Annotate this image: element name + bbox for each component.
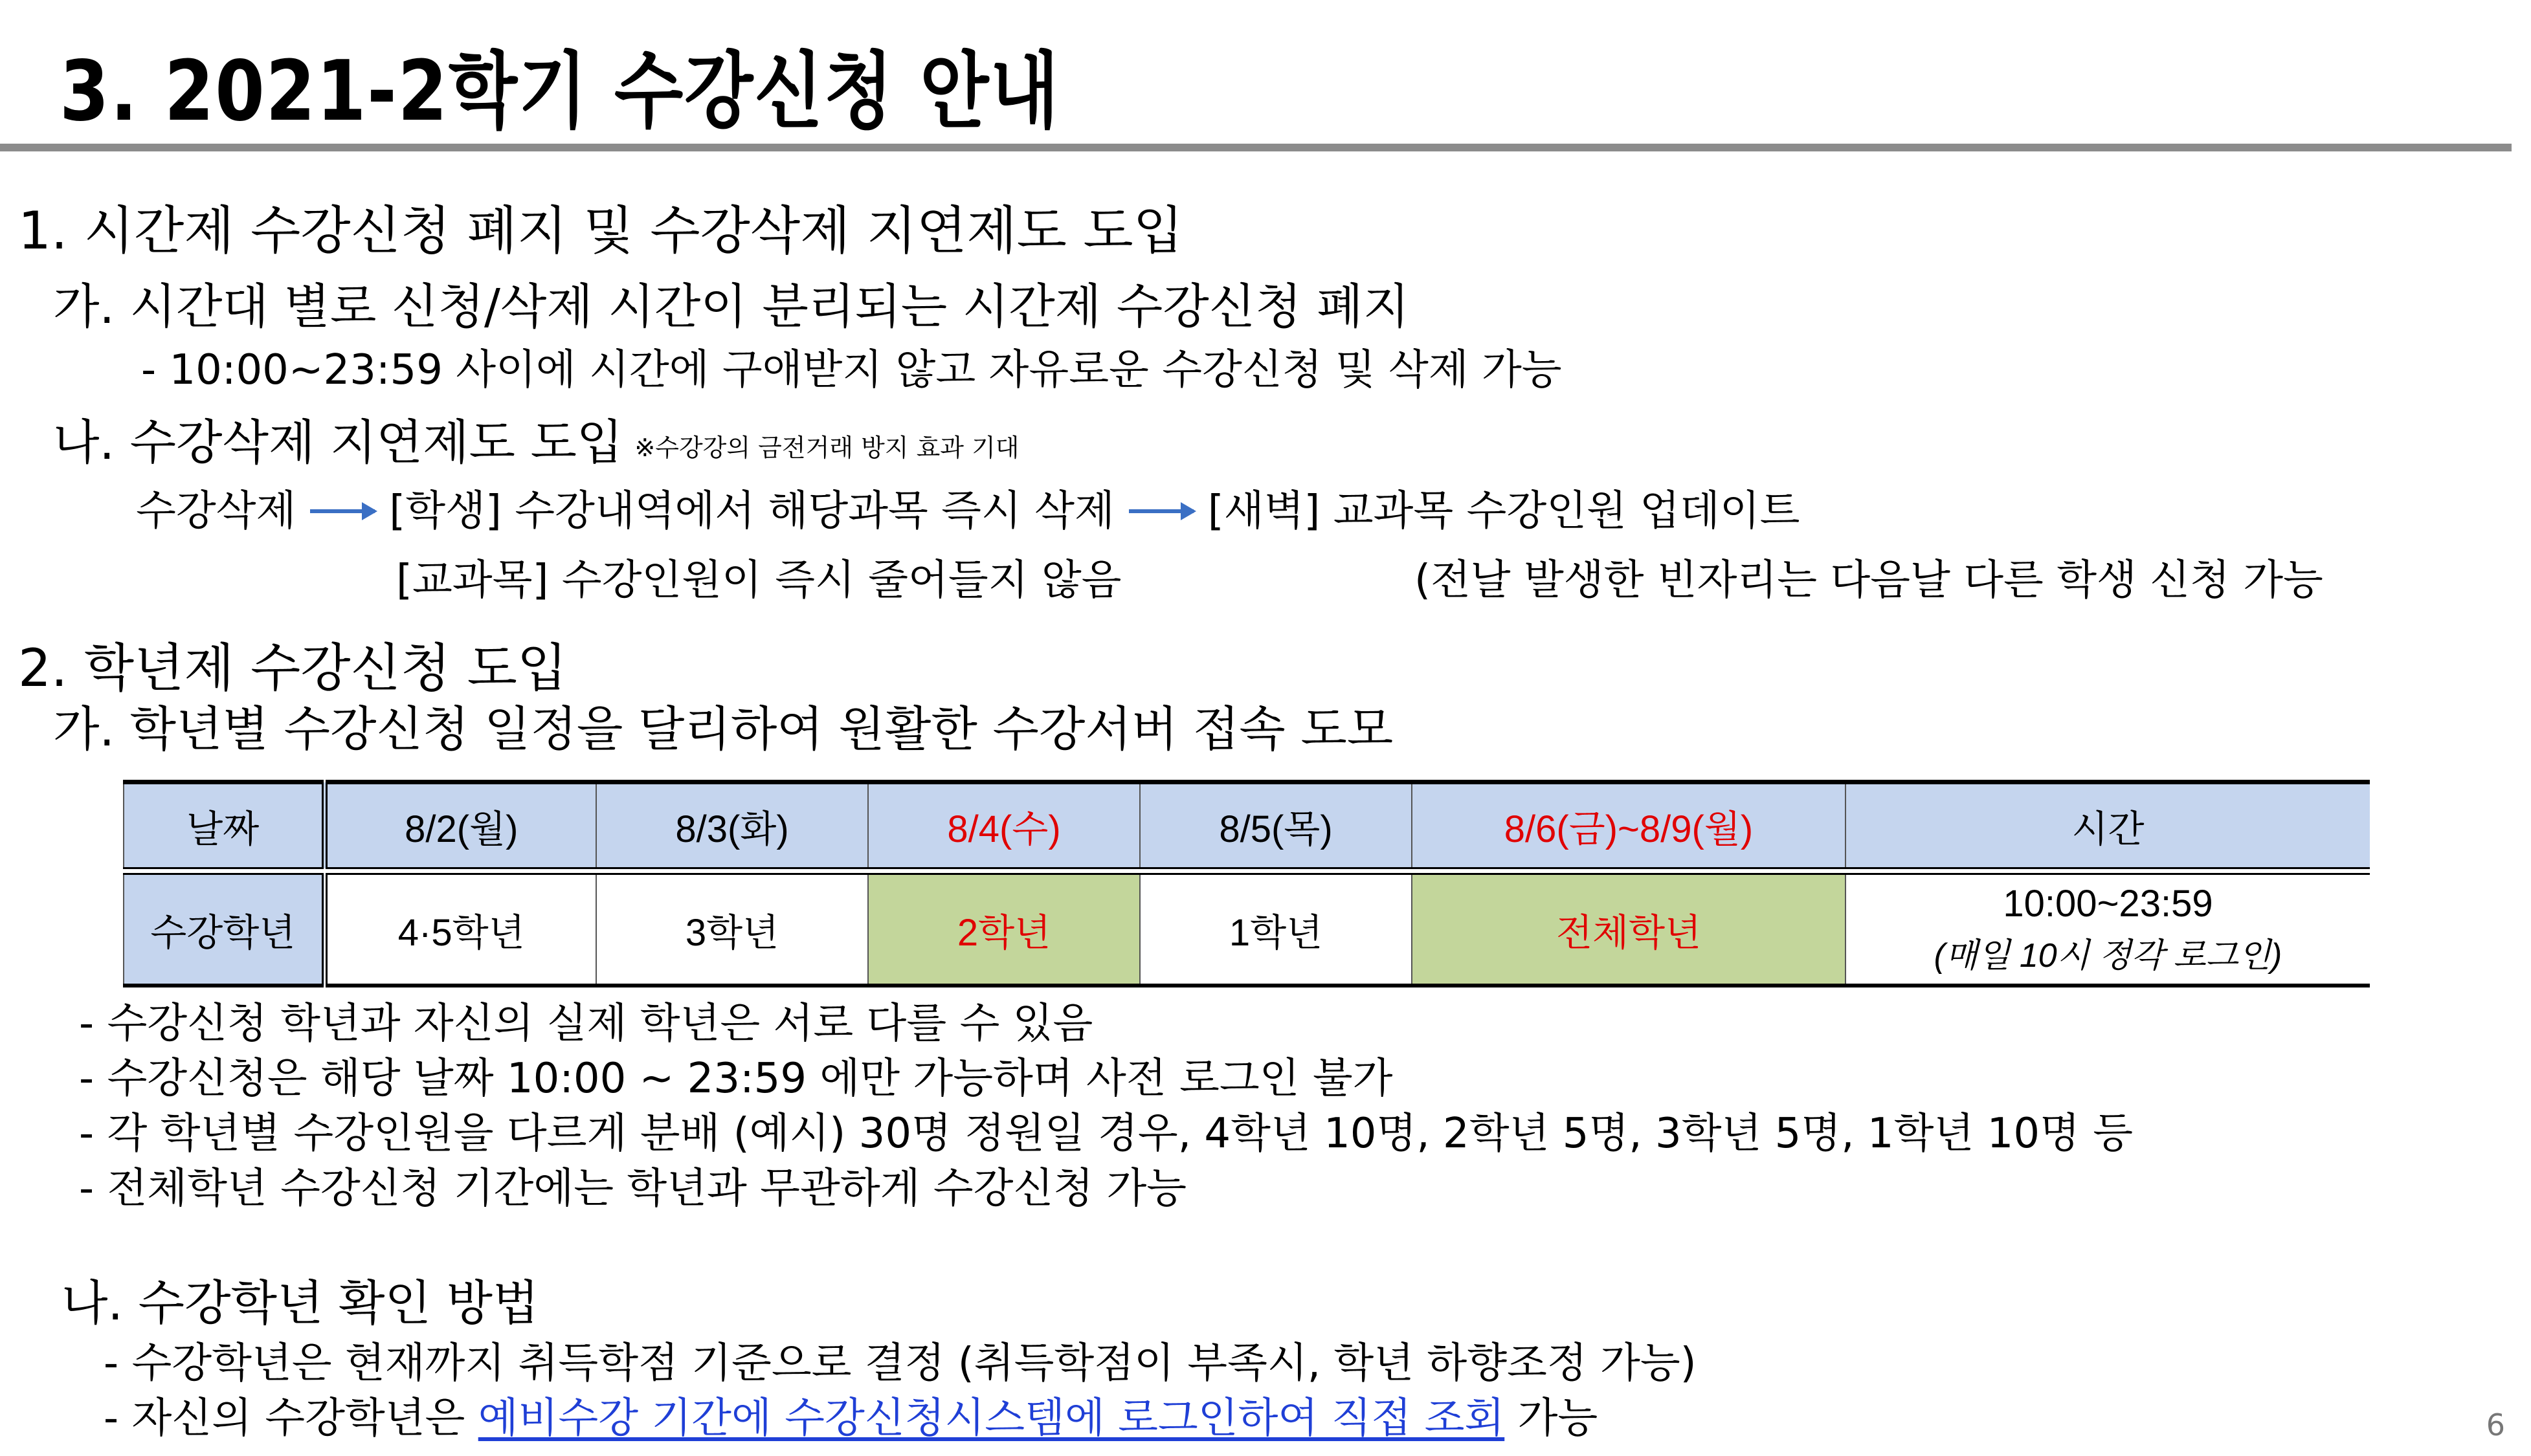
table-row bbox=[124, 782, 2370, 868]
grade-cell: 3학년 bbox=[596, 874, 868, 986]
section2-b-bullet-2 bbox=[104, 1385, 1598, 1444]
page-title: 3. 2021-2학기 수강신청 안내 bbox=[60, 43, 1060, 140]
section1-a-heading: 가. 시간대 별로 신청/삭제 시간이 분리되는 시간제 수강신청 폐지 bbox=[53, 279, 1410, 335]
schedule-table bbox=[123, 780, 2370, 987]
section1-a-bullet: - 10:00~23:59 사이에 시간에 구애받지 않고 자유로운 수강신청 및 삭제 가능 bbox=[141, 346, 1562, 394]
bullet-suffix: 가능 bbox=[1504, 1395, 1598, 1442]
date-cell: 8/3(화) bbox=[596, 782, 868, 868]
title-divider bbox=[0, 144, 2512, 151]
flow-sub-course: [교과목] 수강인원이 즉시 줄어들지 않음 bbox=[396, 557, 1122, 604]
flow-step-delete: 수강삭제 bbox=[136, 487, 296, 535]
section2-bullet: - 각 학년별 수강인원을 다르게 분배 (예시) 30명 정원일 경우, 4학년 10명, 2학년 5명, 3학년 5명, 1학년 10명 등 bbox=[79, 1110, 2134, 1158]
grade-cell: 4·5학년 bbox=[324, 874, 596, 986]
bullet-prefix: - 자신의 수강학년은 bbox=[104, 1395, 478, 1442]
flow-step-student: [학생] 수강내역에서 해당과목 즉시 삭제 bbox=[389, 487, 1115, 535]
grade-cell: 2학년 bbox=[868, 874, 1140, 986]
section2-b-heading: 나. 수강학년 확인 방법 bbox=[61, 1275, 539, 1331]
section2-heading: 2. 학년제 수강신청 도입 bbox=[18, 638, 568, 698]
section2-bullet: - 수강신청 학년과 자신의 실제 학년은 서로 다를 수 있음 bbox=[79, 1000, 1093, 1048]
section1-b-heading-line bbox=[53, 404, 1020, 473]
flow-step-dawn: [새벽] 교과목 수강인원 업데이트 bbox=[1207, 487, 1800, 535]
time-header: 시간 bbox=[1845, 782, 2370, 868]
page-number: 6 bbox=[2486, 1407, 2505, 1442]
delay-flow bbox=[136, 478, 1800, 537]
date-cell: 8/2(월) bbox=[324, 782, 596, 868]
time-note: (매일 10시 정각 로그인) bbox=[1934, 937, 2282, 975]
section1-b-heading: 나. 수강삭제 지연제도 도입 bbox=[53, 415, 623, 470]
section1-heading: 1. 시간제 수강신청 폐지 및 수강삭제 지연제도 도입 bbox=[18, 201, 1183, 261]
section2-bullet: - 수강신청은 해당 날짜 10:00 ~ 23:59 에만 가능하며 사전 로그인 불가 bbox=[79, 1055, 1393, 1103]
date-cell: 8/4(수) bbox=[868, 782, 1140, 868]
table-row bbox=[124, 874, 2370, 986]
time-cell bbox=[1845, 874, 2370, 986]
flow-sub-dawn: (전날 발생한 빈자리는 다음날 다른 학생 신청 가능 bbox=[1414, 557, 2323, 604]
grade-cell: 1학년 bbox=[1140, 874, 1412, 986]
grade-cell: 전체학년 bbox=[1412, 874, 1845, 986]
date-cell: 8/6(금)~8/9(월) bbox=[1412, 782, 1845, 868]
row-label-grade: 수강학년 bbox=[124, 874, 324, 986]
section2-b-bullet: - 수강학년은 현재까지 취득학점 기준으로 결정 (취득학점이 부족시, 학년 하향조정 가능) bbox=[104, 1340, 1697, 1387]
lookup-link[interactable]: 예비수강 기간에 수강신청시스템에 로그인하여 직접 조회 bbox=[478, 1395, 1505, 1442]
table-gap bbox=[124, 868, 2370, 874]
arrow-right-icon bbox=[310, 509, 375, 513]
section1-b-note: ※수강강의 금전거래 방지 효과 기대 bbox=[634, 434, 1020, 462]
arrow-right-icon bbox=[1129, 509, 1194, 513]
time-value: 10:00~23:59 bbox=[2003, 883, 2213, 925]
row-label-date: 날짜 bbox=[124, 782, 324, 868]
section2-a-heading: 가. 학년별 수강신청 일정을 달리하여 원활한 수강서버 접속 도모 bbox=[53, 701, 1394, 757]
date-cell: 8/5(목) bbox=[1140, 782, 1412, 868]
section2-bullet: - 전체학년 수강신청 기간에는 학년과 무관하게 수강신청 가능 bbox=[79, 1165, 1187, 1213]
